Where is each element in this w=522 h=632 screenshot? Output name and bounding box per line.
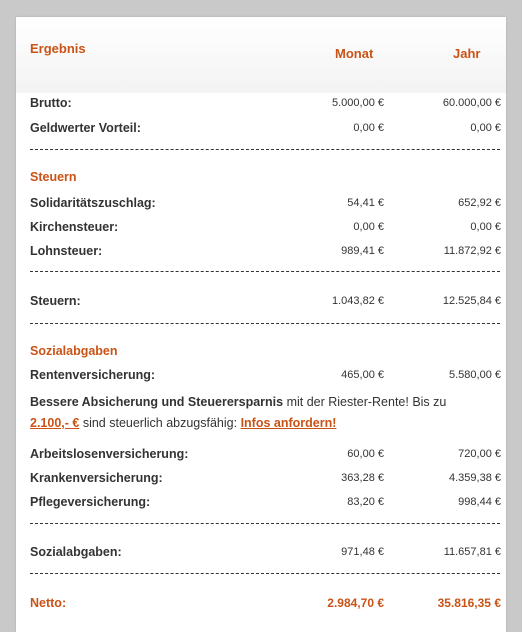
promo-amount-link[interactable]: 2.100,- € (30, 416, 80, 430)
row-month-value: 60,00 € (347, 448, 384, 460)
section-title-social: Sozialabgaben (30, 344, 118, 358)
row-label: Rentenversicherung: (30, 368, 156, 382)
row-year-value: 652,92 € (458, 197, 501, 209)
divider (30, 523, 500, 524)
row-month-value: 54,41 € (347, 197, 384, 209)
row-year-value: 998,44 € (458, 496, 501, 508)
row-year-value: 11.872,92 € (443, 245, 501, 257)
promo-text: sind steuerlich abzugsfähig: (79, 416, 241, 430)
result-title: Ergebnis (30, 41, 86, 56)
row-label: Pflegeversicherung: (30, 495, 151, 509)
riester-promo (30, 392, 500, 434)
row-year-value: 0,00 € (470, 122, 501, 134)
row-year-value: 60.000,00 € (442, 97, 501, 109)
row-month-value: 465,00 € (341, 369, 384, 381)
row-month-value: 83,20 € (347, 496, 384, 508)
row-label: Krankenversicherung: (30, 471, 163, 485)
row-year-value: 0,00 € (470, 221, 501, 233)
row-label: Sozialabgaben: (30, 545, 122, 559)
row-year-value: 11.657,81 € (443, 546, 501, 558)
row-label: Arbeitslosenversicherung: (30, 447, 189, 461)
net-month-value: 2.984,70 € (327, 596, 384, 610)
net-label: Netto: (30, 596, 67, 610)
row-month-value: 0,00 € (353, 221, 384, 233)
net-year-value: 35.816,35 € (437, 596, 501, 610)
row-year-value: 4.359,38 € (449, 472, 501, 484)
divider (30, 149, 500, 150)
row-label: Geldwerter Vorteil: (30, 121, 141, 135)
row-month-value: 971,48 € (341, 546, 384, 558)
row-month-value: 989,41 € (341, 245, 384, 257)
promo-headline: Bessere Absicherung und Steuerersparnis (30, 395, 284, 409)
section-title-taxes: Steuern (30, 170, 77, 184)
row-year-value: 12.525,84 € (442, 295, 501, 307)
info-request-link[interactable]: Infos anfordern! (240, 416, 337, 430)
row-year-value: 5.580,00 € (449, 369, 501, 381)
row-month-value: 1.043,82 € (332, 295, 384, 307)
divider (30, 271, 500, 272)
result-header (16, 17, 506, 93)
divider (30, 573, 500, 574)
result-card (16, 17, 506, 632)
row-label: Lohnsteuer: (30, 244, 103, 258)
row-month-value: 363,28 € (341, 472, 384, 484)
row-label: Kirchensteuer: (30, 220, 119, 234)
row-month-value: 0,00 € (353, 122, 384, 134)
promo-text: mit der Riester-Rente! Bis zu (283, 395, 447, 409)
row-year-value: 720,00 € (458, 448, 501, 460)
divider (30, 323, 500, 324)
column-header-month: Monat (335, 46, 374, 61)
row-label: Brutto: (30, 96, 72, 110)
column-header-year: Jahr (453, 46, 481, 61)
row-label: Solidaritätszuschlag: (30, 196, 156, 210)
row-month-value: 5.000,00 € (332, 97, 384, 109)
row-label: Steuern: (30, 294, 81, 308)
